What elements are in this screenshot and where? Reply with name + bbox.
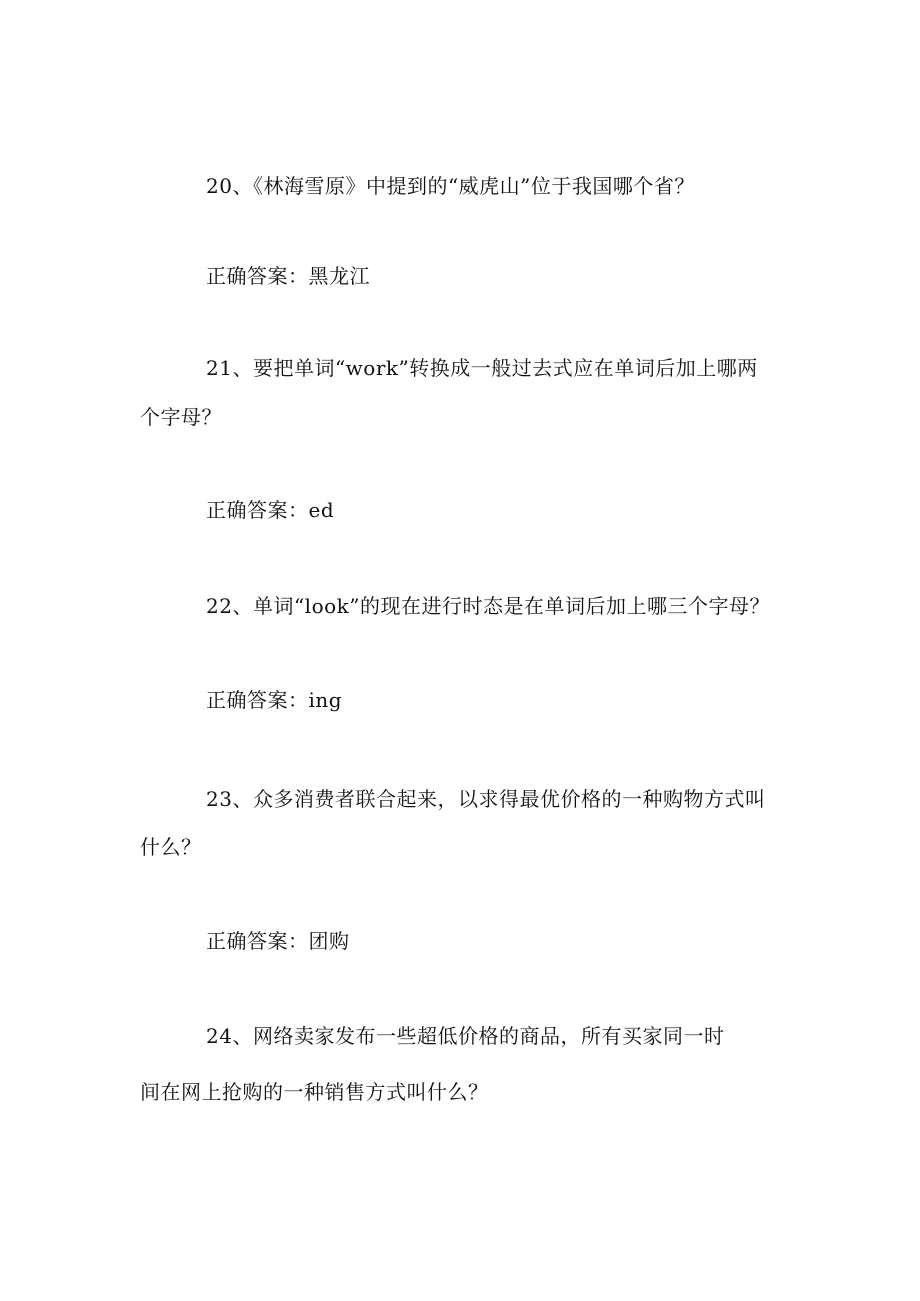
question-24-text-line1: 24、网络卖家发布一些超低价格的商品，所有买家同一时 <box>206 1024 725 1048</box>
question-24-text-line2: 间在网上抢购的一种销售方式叫什么？ <box>140 1080 489 1104</box>
question-21-text-line2: 个字母？ <box>140 405 222 429</box>
answer-23-text: 正确答案：团购 <box>206 929 350 953</box>
answer-20-text: 正确答案：黑龙江 <box>206 264 370 288</box>
answer-22-text: 正确答案：ing <box>206 688 343 712</box>
answer-21-text: 正确答案：ed <box>206 498 335 522</box>
question-23-text-line2: 什么？ <box>140 835 202 859</box>
question-23-text-line1: 23、众多消费者联合起来，以求得最优价格的一种购物方式叫 <box>206 787 766 811</box>
question-21-text-line1: 21、要把单词“work”转换成一般过去式应在单词后加上哪两 <box>206 356 758 380</box>
question-20-text: 20、《林海雪原》中提到的“威虎山”位于我国哪个省？ <box>206 174 695 198</box>
question-22-text: 22、单词“look”的现在进行时态是在单词后加上哪三个字母？ <box>206 594 770 618</box>
